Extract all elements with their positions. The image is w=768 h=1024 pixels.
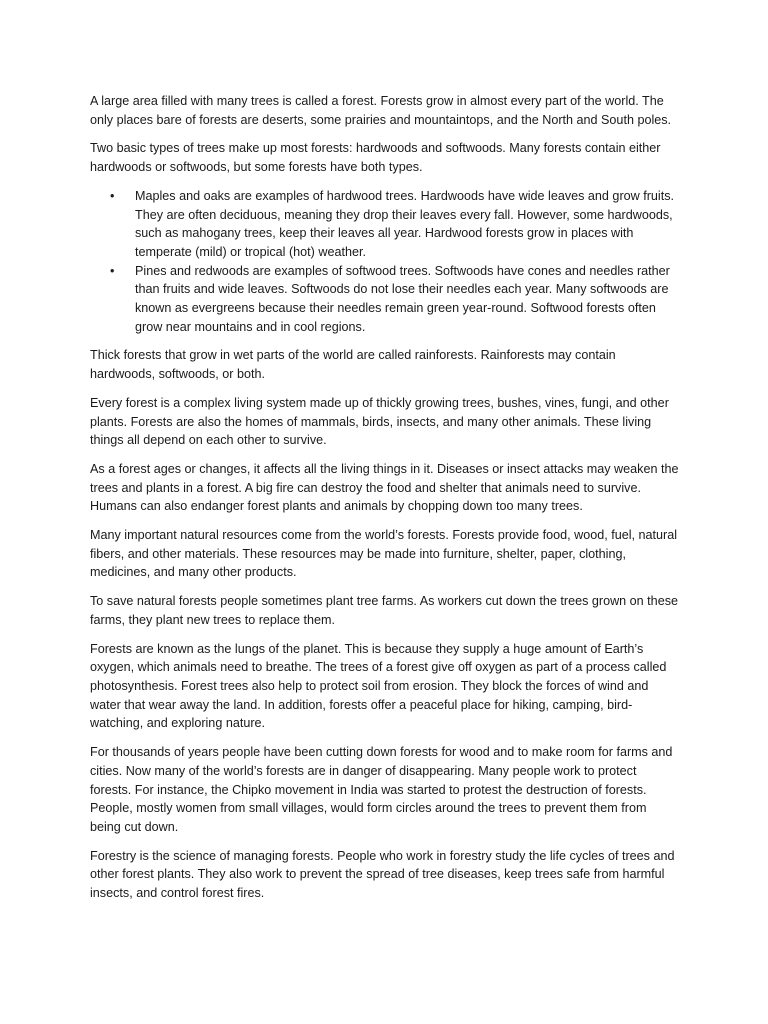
bullet-marker: •	[110, 188, 115, 203]
document-page	[90, 92, 680, 913]
paragraph-forestry: Forestry is the science of managing forests. People who work in forestry study the life cycles of trees and other forest plants. They also work to prevent the spread of tree diseases, keep trees safe from harmful insects, and control forest fires.	[90, 848, 675, 901]
paragraph-natural-resources: Many important natural resources come from the world’s forests. Forests provide food, wood, fuel, natural fibers, and other materials. These resources may be made into furniture, shelter, paper, clothing, medicines, and many other products.	[90, 528, 678, 580]
bullet-item-hardwoods	[110, 187, 680, 262]
bullet-text: Pines and redwoods are examples of softwood trees. Softwoods have cones and needles rather than fruits and wide leaves. Softwoods do not lose their needles each year. Many softwoods are known as evergreens because their needles remain green year-round. Softwood forests often grow near mountains and in cool regions.	[135, 263, 670, 334]
paragraph-rainforests: Thick forests that grow in wet parts of the world are called rainforests. Rainforests may contain hardwoods, softwoods, or both.	[90, 348, 616, 382]
paragraph-deforestation: For thousands of years people have been cutting down forests for wood and to make room for farms and cities. Now many of the world’s forests are in danger of disappearing. Many people work to protect forests. For instance, the Chipko movement in India was started to protest the destruction of forests. People, mostly women from small villages, would form circles around the trees to prevent them from being cut down.	[90, 745, 673, 834]
tree-types-bullet-list	[90, 187, 680, 337]
paragraph-forest-definition: A large area filled with many trees is called a forest. Forests grow in almost every part of the world. The only places bare of forests are deserts, some prairies and mountaintops, and the North and South poles.	[90, 94, 672, 127]
bullet-item-softwoods	[110, 262, 680, 337]
paragraph-living-system: Every forest is a complex living system made up of thickly growing trees, bushes, vines, fungi, and other plants. Forests are also the homes of mammals, birds, insects, and many other animals. These living things all depend on each other to survive.	[90, 395, 669, 448]
paragraph-lungs-of-planet: Forests are known as the lungs of the planet. This is because they supply a huge amount of Earth’s oxygen, which animals need to breathe. The trees of a forest give off oxygen as part of a process called photosynthesis. Forest trees also help to protect soil from erosion. They block the forces of wind and water that wear away the land. In addition, forests offer a peaceful place for hiking, camping, bird-watching, and exploring nature.	[90, 641, 667, 731]
paragraph-tree-types: Two basic types of trees make up most forests: hardwoods and softwoods. Many forests contain either hardwoods or softwoods, but some forests have both types.	[90, 141, 661, 175]
paragraph-forest-changes: As a forest ages or changes, it affects all the living things in it. Diseases or insect attacks may weaken the trees and plants in a forest. A big fire can destroy the food and shelter that animals need to survive. Humans can also endanger forest plants and animals by chopping down too many trees.	[90, 461, 679, 514]
bullet-text: Maples and oaks are examples of hardwood trees. Hardwoods have wide leaves and grow fruits. They are often deciduous, meaning they drop their leaves every fall. However, some hardwoods, such as mahogany trees, keep their leaves all year. Hardwood forests grow in places with temperate (mild) or tropical (hot) weather.	[135, 188, 675, 259]
bullet-marker: •	[110, 263, 115, 278]
paragraph-tree-farms: To save natural forests people sometimes plant tree farms. As workers cut down the trees grown on these farms, they plant new trees to replace them.	[90, 594, 678, 627]
